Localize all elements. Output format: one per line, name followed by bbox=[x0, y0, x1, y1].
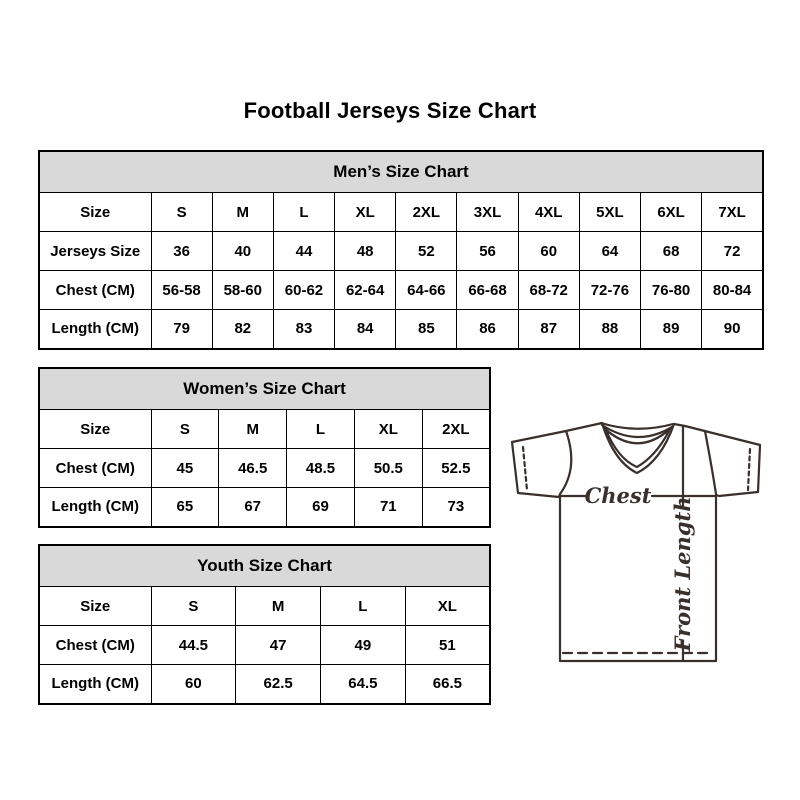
table-cell: 62.5 bbox=[236, 665, 321, 704]
chest-label: Chest bbox=[584, 483, 652, 508]
table-cell: 80-84 bbox=[702, 271, 763, 310]
row-label: Size bbox=[39, 193, 151, 232]
table-cell: 66-68 bbox=[457, 271, 518, 310]
right-cuff-dashed-line bbox=[748, 449, 750, 490]
table-cell: 48 bbox=[335, 232, 396, 271]
table-cell: L bbox=[321, 587, 406, 626]
table-cell: 46.5 bbox=[219, 449, 287, 488]
table-cell: 69 bbox=[287, 488, 355, 527]
row-label: Chest (CM) bbox=[39, 271, 151, 310]
table-title: Youth Size Chart bbox=[39, 545, 490, 587]
left-sleeve-seam-icon bbox=[560, 431, 571, 494]
mens-size-table bbox=[38, 150, 764, 350]
table-cell: 60 bbox=[518, 232, 579, 271]
table-cell: 85 bbox=[396, 310, 457, 349]
table-cell: L bbox=[287, 410, 355, 449]
table-cell: 66.5 bbox=[405, 665, 490, 704]
table-header-row bbox=[39, 151, 763, 193]
table-title: Women’s Size Chart bbox=[39, 368, 490, 410]
right-sleeve-seam-icon bbox=[705, 431, 716, 494]
table-cell: 2XL bbox=[396, 193, 457, 232]
youth-size-table bbox=[38, 544, 491, 705]
table-cell: L bbox=[273, 193, 334, 232]
table-header-row bbox=[39, 545, 490, 587]
table-cell: 64-66 bbox=[396, 271, 457, 310]
table-cell: 44 bbox=[273, 232, 334, 271]
table-cell: 83 bbox=[273, 310, 334, 349]
table-cell: 76-80 bbox=[641, 271, 702, 310]
table-cell: 7XL bbox=[702, 193, 763, 232]
table-cell: 44.5 bbox=[151, 626, 236, 665]
table-cell: M bbox=[212, 193, 273, 232]
row-label: Chest (CM) bbox=[39, 449, 151, 488]
table-row bbox=[39, 310, 763, 349]
table-cell: 3XL bbox=[457, 193, 518, 232]
table-row bbox=[39, 232, 763, 271]
table-cell: 4XL bbox=[518, 193, 579, 232]
table-cell: 68-72 bbox=[518, 271, 579, 310]
row-label: Jerseys Size bbox=[39, 232, 151, 271]
table-cell: 72 bbox=[702, 232, 763, 271]
table-cell: S bbox=[151, 193, 212, 232]
table-cell: 45 bbox=[151, 449, 219, 488]
table-row bbox=[39, 587, 490, 626]
table-cell: 52.5 bbox=[422, 449, 490, 488]
row-label: Length (CM) bbox=[39, 665, 151, 704]
table-row bbox=[39, 193, 763, 232]
womens-size-table bbox=[38, 367, 491, 528]
table-cell: 2XL bbox=[422, 410, 490, 449]
table-cell: 65 bbox=[151, 488, 219, 527]
table-row bbox=[39, 488, 490, 527]
table-row bbox=[39, 271, 763, 310]
page-title: Football Jerseys Size Chart bbox=[243, 98, 537, 123]
table-row bbox=[39, 626, 490, 665]
table-cell: 48.5 bbox=[287, 449, 355, 488]
table-header-row bbox=[39, 368, 490, 410]
table-row bbox=[39, 410, 490, 449]
table-cell: 6XL bbox=[641, 193, 702, 232]
table-cell: 60 bbox=[151, 665, 236, 704]
table-cell: 90 bbox=[702, 310, 763, 349]
table-cell: 84 bbox=[335, 310, 396, 349]
row-label: Chest (CM) bbox=[39, 626, 151, 665]
table-cell: 60-62 bbox=[273, 271, 334, 310]
table-cell: 51 bbox=[405, 626, 490, 665]
table-cell: 36 bbox=[151, 232, 212, 271]
table-cell: 47 bbox=[236, 626, 321, 665]
table-row bbox=[39, 449, 490, 488]
table-cell: XL bbox=[335, 193, 396, 232]
table-cell: 58-60 bbox=[212, 271, 273, 310]
table-cell: 67 bbox=[219, 488, 287, 527]
table-cell: M bbox=[219, 410, 287, 449]
table-cell: 89 bbox=[641, 310, 702, 349]
table-cell: XL bbox=[354, 410, 422, 449]
jersey-measurement-diagram bbox=[505, 415, 770, 670]
table-row bbox=[39, 665, 490, 704]
table-cell: 50.5 bbox=[354, 449, 422, 488]
collar-arc-outer-icon bbox=[601, 423, 673, 429]
table-cell: 88 bbox=[579, 310, 640, 349]
row-label: Size bbox=[39, 410, 151, 449]
table-cell: M bbox=[236, 587, 321, 626]
collar-arc-inner-icon bbox=[604, 428, 670, 443]
table-cell: S bbox=[151, 410, 219, 449]
table-cell: XL bbox=[405, 587, 490, 626]
table-cell: 49 bbox=[321, 626, 406, 665]
table-cell: 52 bbox=[396, 232, 457, 271]
table-cell: 5XL bbox=[579, 193, 640, 232]
table-cell: 72-76 bbox=[579, 271, 640, 310]
table-title: Men’s Size Chart bbox=[39, 151, 763, 193]
row-label: Length (CM) bbox=[39, 488, 151, 527]
row-label: Length (CM) bbox=[39, 310, 151, 349]
table-cell: 68 bbox=[641, 232, 702, 271]
table-cell: 64.5 bbox=[321, 665, 406, 704]
table-cell: 79 bbox=[151, 310, 212, 349]
table-cell: 64 bbox=[579, 232, 640, 271]
table-cell: 56-58 bbox=[151, 271, 212, 310]
jersey-outline-icon bbox=[512, 423, 760, 661]
table-cell: 56 bbox=[457, 232, 518, 271]
table-cell: 87 bbox=[518, 310, 579, 349]
table-cell: 73 bbox=[422, 488, 490, 527]
front-length-label: Front Length bbox=[670, 496, 695, 652]
row-label: Size bbox=[39, 587, 151, 626]
table-cell: 71 bbox=[354, 488, 422, 527]
table-cell: 86 bbox=[457, 310, 518, 349]
table-cell: 62-64 bbox=[335, 271, 396, 310]
table-cell: S bbox=[151, 587, 236, 626]
table-cell: 40 bbox=[212, 232, 273, 271]
left-cuff-dashed-line bbox=[523, 447, 527, 490]
table-cell: 82 bbox=[212, 310, 273, 349]
